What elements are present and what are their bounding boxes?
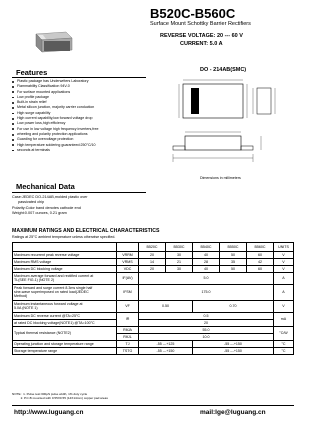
reverse-voltage-spec: REVERSE VOLTAGE: 20 --- 60 V (160, 33, 243, 39)
features-list (12, 79, 146, 153)
header-cell: B520C (139, 243, 166, 252)
footnotes (12, 392, 108, 400)
mechanical-line: Weight:0.007 ounces, 0.21 gram (12, 211, 67, 216)
feature-item: High surge capability (12, 111, 146, 116)
table-row: Maximum DC reverse current @TA=25°C IR 0.5 mA (13, 312, 294, 319)
header-cell (117, 243, 139, 252)
table-row: Peak forward and surge current 8.3ms single half sine-wave superimposed on rated load(JEDEC Method) IFSM 175.0 A (13, 284, 294, 300)
current-spec: CURRENT: 5.0 A (180, 41, 223, 47)
table-header-row (13, 243, 294, 252)
footer-divider (12, 405, 294, 406)
part-number-title: B520C-B560C (150, 6, 236, 21)
package-label: DO - 214AB(SMC) (200, 67, 247, 73)
feature-item: Metal silicon junction, majority carrier conduction (12, 105, 146, 110)
table-row: at rated DC blocking voltage(NOTE1) @TA=100°C 20 (13, 319, 294, 326)
feature-item: High temperature soldering guaranteed:250°C/10 (12, 143, 146, 148)
feature-item: wheeling and polarity protection applications (12, 132, 146, 137)
ratings-table (12, 242, 294, 355)
features-divider (12, 77, 146, 78)
component-chip-image (30, 30, 75, 55)
package-dimension-drawing (155, 76, 295, 186)
mechanical-data (12, 195, 142, 217)
feature-item: Guarding for overvoltage protection (12, 137, 146, 142)
feature-item: Plastic package has Underwriters Laboratory (12, 79, 146, 84)
table-row: RθJL 10.0 (13, 333, 294, 340)
table-row: Maximum DC blocking voltage VDC 20 30 40 50 60 V (13, 265, 294, 272)
mechanical-heading: Mechanical Data (16, 182, 75, 191)
table-row: Typical thermal resistance (NOTE2) RθJA 55.0 °C/W (13, 326, 294, 333)
mechanical-line: passivated chip (18, 200, 45, 205)
feature-item: Low profile package (12, 95, 146, 100)
table-row: Maximum RMS voltage VRMS 14 21 28 35 42 V (13, 258, 294, 265)
feature-item: For surface mounted applications (12, 90, 146, 95)
table-row: Maximum instantaneous forward voltage at 5.0A (NOTE 1) VF 0.50 0.70 V (13, 300, 294, 312)
feature-item: High current capability,low forward voltage drop (12, 116, 146, 121)
table-row: Maximum average forward and rectified current at TL(SEE FIG.1) (NOTE 2) IF(AV) 5.0 A (13, 272, 294, 284)
dimensions-note: Dimensions in millimeters (200, 176, 241, 180)
mechanical-line: Case:JEDEC DO-214AB,molded plastic over (12, 195, 88, 199)
table-row: Storage temperature range TSTG -55 ---+150 -55 ---+150 °C (13, 347, 294, 354)
feature-item: For use in low voltage high frequency inverters,free (12, 127, 146, 132)
feature-item: Low power loss,high efficiency (12, 121, 146, 126)
footnote-2: 2. P.C.B mounted with 0.55X0.55 (14X14mm) copper pad areas (12, 396, 108, 400)
mechanical-line: Polarity:Color band denotes cathode end (12, 205, 81, 210)
footnote-1: NOTE: 1. Pulse test:300μS pulse width, 1% duty cycle (12, 392, 88, 396)
footer-website-link[interactable]: http://www.luguang.cn (14, 409, 84, 416)
feature-item: Built-in strain relief (12, 100, 146, 105)
header-cell: B550C (220, 243, 247, 252)
product-subtitle: Surface Mount Schottky Barrier Rectifiers (150, 21, 251, 27)
feature-item: seconds at terminals (12, 148, 146, 153)
header-cell (13, 243, 117, 252)
features-heading: Features (16, 68, 48, 77)
header-cell: B530C (166, 243, 193, 252)
header-cell: B560C (247, 243, 274, 252)
ratings-heading: MAXIMUM RATINGS AND ELECTRICAL CHARACTERISTICS (12, 228, 160, 234)
footer-email-link[interactable]: mail:lge@luguang.cn (200, 409, 266, 416)
mechanical-divider (12, 192, 146, 193)
header-cell: B540C (193, 243, 220, 252)
table-row: Maximum recurrent peak reverse voltage VRRM 20 30 40 50 60 V (13, 251, 294, 258)
ratings-subheading: Ratings at 25°C ambient temperature unless otherwise specified. (12, 235, 116, 239)
table-row: Operating junction and storage temperature range TJ -55 ---+125 -55 ---+150 °C (13, 340, 294, 347)
header-cell: UNITS (274, 243, 294, 252)
feature-item: Flammability Classification 94V-0 (12, 84, 146, 89)
